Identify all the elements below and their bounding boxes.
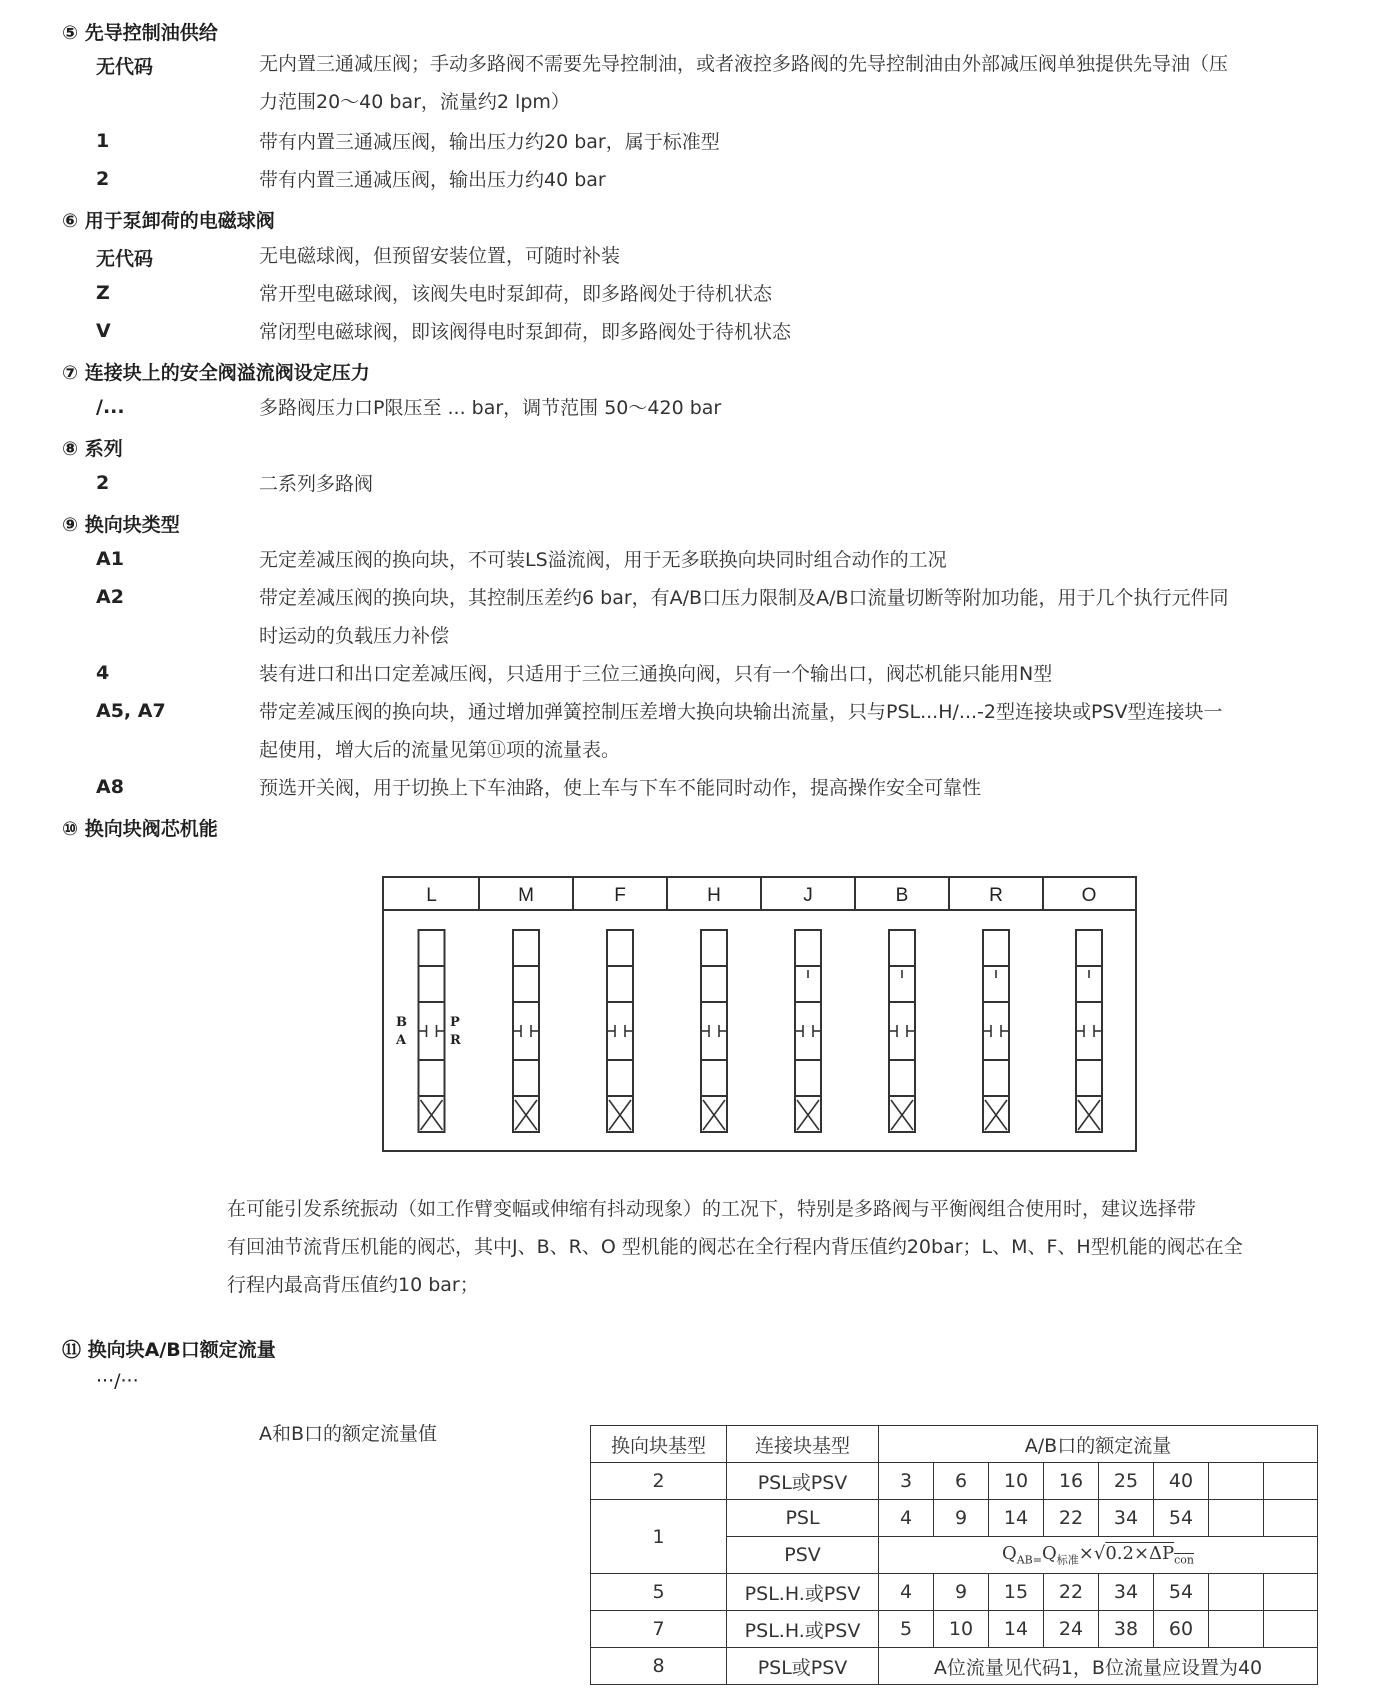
table-cell: 10 [989, 1463, 1044, 1500]
code-description: 带有内置三通减压阀，输出压力约20 bar，属于标准型 [259, 131, 720, 153]
table-cell: 9 [934, 1500, 989, 1537]
table-row [591, 1500, 1318, 1537]
table-row [591, 1574, 1318, 1611]
spool-note: 在可能引发系统振动（如工作臂变幅或伸缩有抖动现象）的工况下，特别是多路阀与平衡阀组合使用时，建议选择带 有回油节流背压机能的阀芯，其中J、B、R、O 型机能的阀芯在全行程内背压值约20bar；L、M、F、H型机能的阀芯在全 行程内最高背压值约10 bar； [227, 1198, 1243, 1296]
port-label: R [450, 1033, 461, 1048]
code-label: ···/··· [96, 1370, 139, 1392]
port-label: A [396, 1033, 407, 1048]
code-label: A2 [96, 586, 124, 608]
table-cell: 54 [1154, 1574, 1209, 1611]
code-description: 二系列多路阀 [259, 473, 374, 495]
table-cell: PSL或PSV [727, 1648, 879, 1685]
table-cell: 25 [1099, 1463, 1154, 1500]
port-label: P [450, 1015, 460, 1030]
table-header-row [591, 1426, 1318, 1463]
code-description: 带定差减压阀的换向块，其控制压差约6 bar，有A/B口压力限制及A/B口流量切断等附加功能，用于几个执行元件同 时运动的负载压力补偿 [259, 587, 1229, 647]
table-cell: 3 [879, 1463, 934, 1500]
table-cell: PSL.H.或PSV [727, 1611, 879, 1648]
section-title-5: ⑤ 先导控制油供给 [62, 22, 218, 44]
section-title-9: ⑨ 换向块类型 [62, 514, 180, 536]
section-title-6: ⑥ 用于泵卸荷的电磁球阀 [62, 210, 275, 232]
table-cell: PSL [727, 1500, 879, 1537]
table-row [591, 1463, 1318, 1500]
code-description: 常闭型电磁球阀，即该阀得电时泵卸荷，即多路阀处于待机状态 [259, 321, 792, 343]
code-label: /... [96, 396, 125, 418]
table-row [591, 1648, 1318, 1685]
code-label: 1 [96, 130, 110, 152]
section-title-10: ⑩ 换向块阀芯机能 [62, 818, 218, 840]
code-label: 2 [96, 168, 110, 190]
table-cell: 38 [1099, 1611, 1154, 1648]
table-cell: PSL.H.或PSV [727, 1574, 879, 1611]
table-cell: PSL或PSV [727, 1463, 879, 1500]
table-cell: 22 [1044, 1574, 1099, 1611]
code-label: A1 [96, 548, 124, 570]
code-label: A8 [96, 776, 124, 798]
spool-type-label: L [426, 885, 437, 906]
spool-symbols [384, 878, 1135, 1150]
table-cell [1209, 1574, 1264, 1611]
spool-type-label: H [707, 885, 721, 906]
table-header: A/B口的额定流量 [879, 1426, 1318, 1463]
table-cell: 4 [879, 1500, 934, 1537]
table-cell: 7 [591, 1611, 727, 1648]
table-header: 连接块基型 [727, 1426, 879, 1463]
code-description: 装有进口和出口定差减压阀，只适用于三位三通换向阀，只有一个输出口，阀芯机能只能用N型 [259, 663, 1053, 685]
table-cell: 16 [1044, 1463, 1099, 1500]
spool-function-diagram [382, 876, 1137, 1152]
spool-type-label: M [518, 885, 534, 906]
table-cell: 5 [879, 1611, 934, 1648]
code-description: 带定差减压阀的换向块，通过增加弹簧控制压差增大换向块输出流量，只与PSL...H/...-2型连接块或PSV型连接块一 起使用，增大后的流量见第⑪项的流量表。 [259, 701, 1223, 761]
flow-table [590, 1425, 1318, 1685]
flow-table-label: A和B口的额定流量值 [259, 1423, 438, 1445]
table-cell [1264, 1500, 1318, 1537]
table-cell: 10 [934, 1611, 989, 1648]
code-label: V [96, 320, 111, 342]
code-label: 4 [96, 662, 110, 684]
spool-type-label: B [895, 885, 909, 906]
table-cell [1264, 1611, 1318, 1648]
code-label: 2 [96, 472, 110, 494]
table-cell [1264, 1574, 1318, 1611]
section-title-11: ⑪ 换向块A/B口额定流量 [62, 1339, 276, 1361]
code-description: 预选开关阀，用于切换上下车油路，使上车与下车不能同时动作，提高操作安全可靠性 [259, 777, 982, 799]
table-header: 换向块基型 [591, 1426, 727, 1463]
code-label: 无代码 [96, 56, 154, 78]
code-description: 无内置三通减压阀；手动多路阀不需要先导控制油，或者液控多路阀的先导控制油由外部减压阀单独提供先导油（压 力范围20～40 bar，流量约2 lpm） [259, 53, 1229, 113]
table-cell: 34 [1099, 1574, 1154, 1611]
code-description: 常开型电磁球阀，该阀失电时泵卸荷，即多路阀处于待机状态 [259, 283, 773, 305]
table-cell: 22 [1044, 1500, 1099, 1537]
code-label: 无代码 [96, 248, 154, 270]
spool-type-label: F [614, 885, 626, 906]
table-cell: 54 [1154, 1500, 1209, 1537]
code-description: 无电磁球阀，但预留安装位置，可随时补装 [259, 245, 621, 267]
spool-type-label: J [803, 885, 813, 906]
table-cell: 2 [591, 1463, 727, 1500]
code-description: 多路阀压力口P限压至 ... bar，调节范围 50～420 bar [259, 397, 722, 419]
table-cell: 6 [934, 1463, 989, 1500]
table-cell: 14 [989, 1611, 1044, 1648]
table-cell: 15 [989, 1574, 1044, 1611]
table-cell: 24 [1044, 1611, 1099, 1648]
table-cell [1264, 1463, 1318, 1500]
table-cell: 9 [934, 1574, 989, 1611]
table-cell: A位流量见代码1，B位流量应设置为40 [879, 1648, 1318, 1685]
table-cell [1209, 1500, 1264, 1537]
code-description: 无定差减压阀的换向块，不可装LS溢流阀，用于无多联换向块同时组合动作的工况 [259, 549, 947, 571]
table-cell: 8 [591, 1648, 727, 1685]
table-cell: 1 [591, 1500, 727, 1574]
table-row [591, 1611, 1318, 1648]
code-description: 带有内置三通减压阀，输出压力约40 bar [259, 169, 606, 191]
spool-type-label: O [1081, 885, 1097, 906]
section-title-7: ⑦ 连接块上的安全阀溢流阀设定压力 [62, 362, 370, 384]
table-cell: 34 [1099, 1500, 1154, 1537]
port-label: B [396, 1015, 407, 1030]
table-cell: PSV [727, 1537, 879, 1574]
section-title-8: ⑧ 系列 [62, 438, 123, 460]
table-cell: 40 [1154, 1463, 1209, 1500]
code-label: Z [96, 282, 110, 304]
table-cell: 4 [879, 1574, 934, 1611]
spool-type-label: R [989, 885, 1003, 906]
code-label: A5, A7 [96, 700, 166, 722]
table-cell: 14 [989, 1500, 1044, 1537]
flow-formula: $Q_{AB=}Q_{标准}\times√0.2\times\Delta P_{con}$ [879, 1537, 1318, 1574]
table-cell [1209, 1611, 1264, 1648]
table-cell: 60 [1154, 1611, 1209, 1648]
table-cell [1209, 1463, 1264, 1500]
table-cell: 5 [591, 1574, 727, 1611]
